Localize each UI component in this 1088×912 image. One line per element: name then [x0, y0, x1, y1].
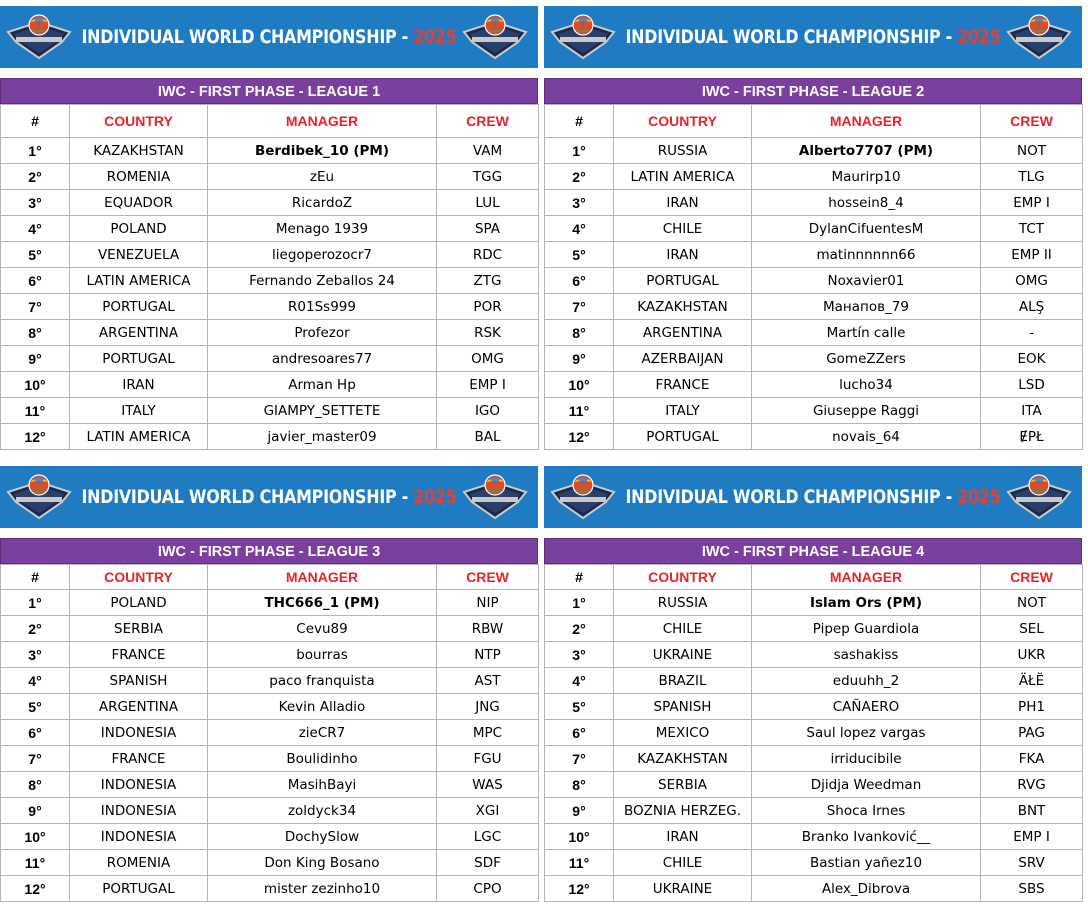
manager-cell: Profezor	[208, 320, 437, 346]
pos-cell: 5°	[1, 694, 70, 720]
header-country: COUNTRY	[614, 565, 752, 590]
pos-cell: 9°	[545, 346, 614, 372]
manager-cell: eduuhh_2	[752, 668, 981, 694]
table-row	[1, 850, 539, 876]
crew-cell: BNT	[981, 798, 1083, 824]
pos-cell: 11°	[545, 398, 614, 424]
country-cell: ARGENTINA	[614, 320, 752, 346]
pos-cell: 1°	[1, 138, 70, 164]
pos-cell: 3°	[545, 642, 614, 668]
manager-cell: Kevin Alladio	[208, 694, 437, 720]
pos-cell: 3°	[1, 642, 70, 668]
country-cell: KAZAKHSTAN	[614, 294, 752, 320]
manager-cell: paco franquista	[208, 668, 437, 694]
pos-cell: 5°	[545, 694, 614, 720]
table-row	[1, 372, 539, 398]
crew-cell: -	[981, 320, 1083, 346]
crew-cell: ALŞ	[981, 294, 1083, 320]
table-row	[1, 798, 539, 824]
banner-title: INDIVIDUAL WORLD CHAMPIONSHIP - 2025	[625, 26, 1001, 48]
table-row	[1, 268, 539, 294]
country-cell: SPANISH	[70, 668, 208, 694]
pos-cell: 7°	[1, 746, 70, 772]
manager-cell: Bastian yañez10	[752, 850, 981, 876]
crew-cell: EOK	[981, 346, 1083, 372]
pos-cell: 1°	[545, 590, 614, 616]
country-cell: BRAZIL	[614, 668, 752, 694]
banner-title: INDIVIDUAL WORLD CHAMPIONSHIP - 2025	[81, 26, 457, 48]
crew-cell: SPA	[437, 216, 539, 242]
pos-cell: 4°	[545, 216, 614, 242]
table-row	[1, 294, 539, 320]
header-country: COUNTRY	[614, 105, 752, 138]
manager-cell: javier_master09	[208, 424, 437, 450]
championship-banner	[0, 6, 538, 68]
table-row	[1, 320, 539, 346]
banner-year: 2025	[413, 26, 457, 48]
crew-cell: TLG	[981, 164, 1083, 190]
header-manager: MANAGER	[208, 105, 437, 138]
pos-cell: 7°	[545, 294, 614, 320]
crew-cell: ITA	[981, 398, 1083, 424]
table-row	[545, 876, 1083, 902]
league-title: IWC - FIRST PHASE - LEAGUE 2	[544, 78, 1082, 104]
pos-cell: 10°	[1, 824, 70, 850]
manager-cell: Arman Hp	[208, 372, 437, 398]
pos-cell: 3°	[545, 190, 614, 216]
country-cell: RUSSIA	[614, 590, 752, 616]
championship-banner	[0, 466, 538, 528]
table-row	[1, 824, 539, 850]
crew-cell: PAG	[981, 720, 1083, 746]
pos-cell: 1°	[1, 590, 70, 616]
table-row	[1, 216, 539, 242]
manager-cell: MasihBayi	[208, 772, 437, 798]
header-crew: CREW	[437, 565, 539, 590]
country-cell: PORTUGAL	[614, 268, 752, 294]
manager-cell: lucho34	[752, 372, 981, 398]
table-row	[545, 850, 1083, 876]
mundial-logo-icon	[550, 472, 616, 522]
pos-cell: 11°	[1, 850, 70, 876]
crew-cell: ɆPŁ	[981, 424, 1083, 450]
country-cell: KAZAKHSTAN	[614, 746, 752, 772]
table-row	[1, 772, 539, 798]
banner-year: 2025	[957, 26, 1001, 48]
country-cell: INDONESIA	[70, 772, 208, 798]
pos-cell: 6°	[1, 268, 70, 294]
country-cell: PORTUGAL	[70, 346, 208, 372]
table-row	[1, 642, 539, 668]
manager-cell: Maurirp10	[752, 164, 981, 190]
crew-cell: EMP I	[981, 190, 1083, 216]
country-cell: VENEZUELA	[70, 242, 208, 268]
country-cell: SERBIA	[70, 616, 208, 642]
pos-cell: 8°	[545, 320, 614, 346]
table-row	[545, 268, 1083, 294]
pos-cell: 10°	[545, 372, 614, 398]
crew-cell: RSK	[437, 320, 539, 346]
table-row	[1, 346, 539, 372]
pos-cell: 4°	[1, 668, 70, 694]
table-row	[545, 616, 1083, 642]
pos-cell: 2°	[1, 164, 70, 190]
crew-cell: VAM	[437, 138, 539, 164]
championship-banner	[544, 466, 1082, 528]
mundial-logo-icon	[1006, 12, 1072, 62]
manager-cell: Don King Bosano	[208, 850, 437, 876]
mundial-logo-icon	[462, 472, 528, 522]
manager-cell: R01Ss999	[208, 294, 437, 320]
mundial-logo-icon	[462, 12, 528, 62]
crew-cell: WAS	[437, 772, 539, 798]
header-manager: MANAGER	[208, 565, 437, 590]
manager-cell: Alberto7707 (PM)	[752, 138, 981, 164]
table-row	[1, 190, 539, 216]
header-pos: #	[1, 105, 70, 138]
manager-cell: andresoares77	[208, 346, 437, 372]
crew-cell: LSD	[981, 372, 1083, 398]
manager-cell: GIAMPY_SETTETE	[208, 398, 437, 424]
manager-cell: Islam Ors (PM)	[752, 590, 981, 616]
country-cell: UKRAINE	[614, 642, 752, 668]
table-row	[1, 616, 539, 642]
pos-cell: 12°	[1, 876, 70, 902]
crew-cell: NOT	[981, 138, 1083, 164]
manager-cell: Martín calle	[752, 320, 981, 346]
country-cell: IRAN	[614, 242, 752, 268]
country-cell: ROMENIA	[70, 164, 208, 190]
country-cell: ARGENTINA	[70, 320, 208, 346]
pos-cell: 2°	[545, 616, 614, 642]
league-table	[0, 104, 539, 450]
manager-cell: liegoperozocr7	[208, 242, 437, 268]
table-row	[545, 242, 1083, 268]
pos-cell: 11°	[1, 398, 70, 424]
table-row	[545, 824, 1083, 850]
pos-cell: 10°	[545, 824, 614, 850]
pos-cell: 8°	[545, 772, 614, 798]
manager-cell: sashakiss	[752, 642, 981, 668]
pos-cell: 9°	[1, 798, 70, 824]
country-cell: CHILE	[614, 616, 752, 642]
country-cell: PORTUGAL	[70, 876, 208, 902]
manager-cell: DochySlow	[208, 824, 437, 850]
crew-cell: AST	[437, 668, 539, 694]
pos-cell: 7°	[545, 746, 614, 772]
crew-cell: SEL	[981, 616, 1083, 642]
table-header-row	[1, 565, 539, 590]
table-row	[545, 642, 1083, 668]
header-pos: #	[545, 565, 614, 590]
pos-cell: 10°	[1, 372, 70, 398]
manager-cell: GomeZZers	[752, 346, 981, 372]
league-4-panel	[544, 466, 1082, 902]
country-cell: ITALY	[614, 398, 752, 424]
mundial-logo-icon	[550, 12, 616, 62]
pos-cell: 7°	[1, 294, 70, 320]
header-country: COUNTRY	[70, 565, 208, 590]
pos-cell: 12°	[545, 424, 614, 450]
country-cell: LATIN AMERICA	[70, 268, 208, 294]
pos-cell: 12°	[545, 876, 614, 902]
country-cell: IRAN	[614, 824, 752, 850]
league-table	[544, 104, 1083, 450]
table-row	[1, 242, 539, 268]
country-cell: CHILE	[614, 216, 752, 242]
pos-cell: 3°	[1, 190, 70, 216]
table-row	[545, 216, 1083, 242]
country-cell: FRANCE	[70, 746, 208, 772]
crew-cell: EMP I	[981, 824, 1083, 850]
country-cell: LATIN AMERICA	[70, 424, 208, 450]
crew-cell: TCT	[981, 216, 1083, 242]
pos-cell: 2°	[1, 616, 70, 642]
table-row	[545, 294, 1083, 320]
crew-cell: SDF	[437, 850, 539, 876]
manager-cell: THC666_1 (PM)	[208, 590, 437, 616]
table-row	[545, 668, 1083, 694]
pos-cell: 5°	[545, 242, 614, 268]
country-cell: KAZAKHSTAN	[70, 138, 208, 164]
country-cell: LATIN AMERICA	[614, 164, 752, 190]
manager-cell: mister zezinho10	[208, 876, 437, 902]
table-row	[545, 694, 1083, 720]
crew-cell: BAL	[437, 424, 539, 450]
crew-cell: XGI	[437, 798, 539, 824]
crew-cell: FKA	[981, 746, 1083, 772]
country-cell: FRANCE	[614, 372, 752, 398]
crew-cell: RDC	[437, 242, 539, 268]
crew-cell: NOT	[981, 590, 1083, 616]
crew-cell: CPO	[437, 876, 539, 902]
pos-cell: 6°	[545, 268, 614, 294]
manager-cell: Cevu89	[208, 616, 437, 642]
crew-cell: NIP	[437, 590, 539, 616]
country-cell: AZERBAIJAN	[614, 346, 752, 372]
manager-cell: irriducibile	[752, 746, 981, 772]
crew-cell: IGO	[437, 398, 539, 424]
manager-cell: CAÑAERO	[752, 694, 981, 720]
country-cell: ITALY	[70, 398, 208, 424]
crew-cell: MPC	[437, 720, 539, 746]
country-cell: PORTUGAL	[614, 424, 752, 450]
country-cell: SPANISH	[614, 694, 752, 720]
championship-banner	[544, 6, 1082, 68]
crew-cell: RVG	[981, 772, 1083, 798]
mundial-logo-icon	[6, 472, 72, 522]
pos-cell: 12°	[1, 424, 70, 450]
banner-year: 2025	[413, 486, 457, 508]
table-row	[545, 424, 1083, 450]
league-table	[0, 564, 539, 902]
manager-cell: DylanCifuentesM	[752, 216, 981, 242]
pos-cell: 2°	[545, 164, 614, 190]
table-row	[545, 772, 1083, 798]
crew-cell: FGU	[437, 746, 539, 772]
table-row	[545, 372, 1083, 398]
crew-cell: NTP	[437, 642, 539, 668]
country-cell: POLAND	[70, 590, 208, 616]
country-cell: ARGENTINA	[70, 694, 208, 720]
pos-cell: 5°	[1, 242, 70, 268]
table-row	[1, 138, 539, 164]
banner-year: 2025	[957, 486, 1001, 508]
banner-title: INDIVIDUAL WORLD CHAMPIONSHIP - 2025	[625, 486, 1001, 508]
crew-cell: SRV	[981, 850, 1083, 876]
table-row	[545, 398, 1083, 424]
pos-cell: 4°	[1, 216, 70, 242]
league-table	[544, 564, 1083, 902]
manager-cell: Berdibek_10 (PM)	[208, 138, 437, 164]
table-row	[545, 590, 1083, 616]
manager-cell: Giuseppe Raggi	[752, 398, 981, 424]
header-pos: #	[1, 565, 70, 590]
table-row	[1, 590, 539, 616]
crew-cell: EMP II	[981, 242, 1083, 268]
table-header-row	[545, 105, 1083, 138]
table-row	[545, 190, 1083, 216]
country-cell: RUSSIA	[614, 138, 752, 164]
country-cell: INDONESIA	[70, 720, 208, 746]
manager-cell: Манапов_79	[752, 294, 981, 320]
manager-cell: Branko Ivanković__	[752, 824, 981, 850]
country-cell: BOZNIA HERZEG.	[614, 798, 752, 824]
crew-cell: OMG	[437, 346, 539, 372]
league-2-panel	[544, 6, 1082, 450]
manager-cell: novais_64	[752, 424, 981, 450]
pos-cell: 8°	[1, 320, 70, 346]
crew-cell: LUL	[437, 190, 539, 216]
table-row	[1, 876, 539, 902]
country-cell: SERBIA	[614, 772, 752, 798]
header-country: COUNTRY	[70, 105, 208, 138]
league-title: IWC - FIRST PHASE - LEAGUE 3	[0, 538, 538, 564]
manager-cell: Menago 1939	[208, 216, 437, 242]
crew-cell: OMG	[981, 268, 1083, 294]
header-crew: CREW	[437, 105, 539, 138]
league-title: IWC - FIRST PHASE - LEAGUE 4	[544, 538, 1082, 564]
table-row	[545, 138, 1083, 164]
country-cell: INDONESIA	[70, 824, 208, 850]
manager-cell: zieCR7	[208, 720, 437, 746]
header-crew: CREW	[981, 105, 1083, 138]
country-cell: EQUADOR	[70, 190, 208, 216]
country-cell: PORTUGAL	[70, 294, 208, 320]
crew-cell: ZTG	[437, 268, 539, 294]
league-title: IWC - FIRST PHASE - LEAGUE 1	[0, 78, 538, 104]
table-row	[545, 798, 1083, 824]
crew-cell: SBS	[981, 876, 1083, 902]
manager-cell: zoldyck34	[208, 798, 437, 824]
table-row	[1, 398, 539, 424]
crew-cell: RBW	[437, 616, 539, 642]
header-manager: MANAGER	[752, 105, 981, 138]
crew-cell: TGG	[437, 164, 539, 190]
table-row	[545, 720, 1083, 746]
manager-cell: bourras	[208, 642, 437, 668]
country-cell: UKRAINE	[614, 876, 752, 902]
table-row	[1, 164, 539, 190]
pos-cell: 6°	[1, 720, 70, 746]
pos-cell: 11°	[545, 850, 614, 876]
crew-cell: UKR	[981, 642, 1083, 668]
banner-title: INDIVIDUAL WORLD CHAMPIONSHIP - 2025	[81, 486, 457, 508]
crew-cell: EMP I	[437, 372, 539, 398]
table-row	[1, 694, 539, 720]
crew-cell: PH1	[981, 694, 1083, 720]
mundial-logo-icon	[1006, 472, 1072, 522]
header-manager: MANAGER	[752, 565, 981, 590]
table-row	[1, 746, 539, 772]
table-header-row	[1, 105, 539, 138]
pos-cell: 8°	[1, 772, 70, 798]
table-row	[1, 668, 539, 694]
country-cell: POLAND	[70, 216, 208, 242]
table-row	[545, 164, 1083, 190]
table-row	[545, 320, 1083, 346]
crew-cell: POR	[437, 294, 539, 320]
pos-cell: 9°	[1, 346, 70, 372]
manager-cell: Noxavier01	[752, 268, 981, 294]
manager-cell: Alex_Dibrova	[752, 876, 981, 902]
table-row	[545, 746, 1083, 772]
manager-cell: Fernando Zeballos 24	[208, 268, 437, 294]
manager-cell: Pipep Guardiola	[752, 616, 981, 642]
league-1-panel	[0, 6, 538, 450]
manager-cell: RicardoZ	[208, 190, 437, 216]
crew-cell: LGC	[437, 824, 539, 850]
crew-cell: JNG	[437, 694, 539, 720]
country-cell: INDONESIA	[70, 798, 208, 824]
country-cell: FRANCE	[70, 642, 208, 668]
pos-cell: 6°	[545, 720, 614, 746]
pos-cell: 4°	[545, 668, 614, 694]
crew-cell: ÄŁË	[981, 668, 1083, 694]
league-3-panel	[0, 466, 538, 902]
manager-cell: Shoca Irnes	[752, 798, 981, 824]
country-cell: MEXICO	[614, 720, 752, 746]
country-cell: ROMENIA	[70, 850, 208, 876]
manager-cell: hossein8_4	[752, 190, 981, 216]
table-row	[545, 346, 1083, 372]
mundial-logo-icon	[6, 12, 72, 62]
pos-cell: 1°	[545, 138, 614, 164]
country-cell: IRAN	[614, 190, 752, 216]
table-row	[1, 720, 539, 746]
manager-cell: zEu	[208, 164, 437, 190]
pos-cell: 9°	[545, 798, 614, 824]
manager-cell: matinnnnnn66	[752, 242, 981, 268]
table-header-row	[545, 565, 1083, 590]
manager-cell: Djidja Weedman	[752, 772, 981, 798]
manager-cell: Saul lopez vargas	[752, 720, 981, 746]
table-row	[1, 424, 539, 450]
country-cell: CHILE	[614, 850, 752, 876]
header-crew: CREW	[981, 565, 1083, 590]
manager-cell: Boulidinho	[208, 746, 437, 772]
country-cell: IRAN	[70, 372, 208, 398]
header-pos: #	[545, 105, 614, 138]
